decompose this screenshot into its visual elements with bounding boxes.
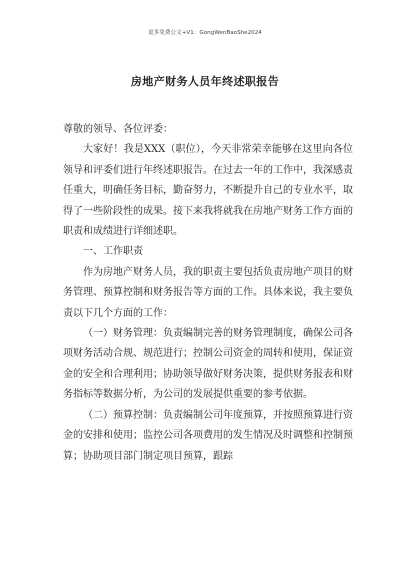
- document-body: [63, 120, 353, 467]
- salutation-paragraph: 尊敬的领导、各位评委：: [63, 124, 173, 135]
- responsibility-paragraph: 作为房地产财务人员，我的职责主要包括负责房地产项目的财务管理、预算控制和财务报告等方面的工作。具体来说，我主要负责以下几个方面的工作：: [63, 266, 353, 319]
- header-note: 更多免费公文+V1：GongWenBaoShe2024: [148, 30, 262, 36]
- document-title: 房地产财务人员年终述职报告: [130, 75, 280, 88]
- section-heading: 一、工作职责: [83, 246, 143, 258]
- budget-control-paragraph: （二）预算控制：负责编制公司年度预算，并按照预算进行资金的安排和使用；监控公司各项费用的发生情况及时调整和控制预算；协助项目部门制定项目预算，跟踪: [63, 409, 353, 462]
- finance-management-paragraph: （一）财务管理：负责编制完善的财务管理制度，确保公司各项财务活动合规、规范进行；控制公司资金的周转和使用，保证资金的安全和合理利用；协助领导做好财务决策，提供财务报表和财务指标等数据分析，为公司的发展提供重要的参考依据。: [63, 328, 353, 401]
- intro-paragraph: 大家好！我是XXX（职位），今天非常荣幸能够在这里向各位领导和评委们进行年终述职报告。在过去一年的工作中，我深感责任重大，明确任务目标，勤奋努力，不断提升自己的专业水平，取得了一些阶段性的成果。接下来我将就我在房地产财务工作方面的职责和成绩进行详细述职。: [63, 144, 353, 238]
